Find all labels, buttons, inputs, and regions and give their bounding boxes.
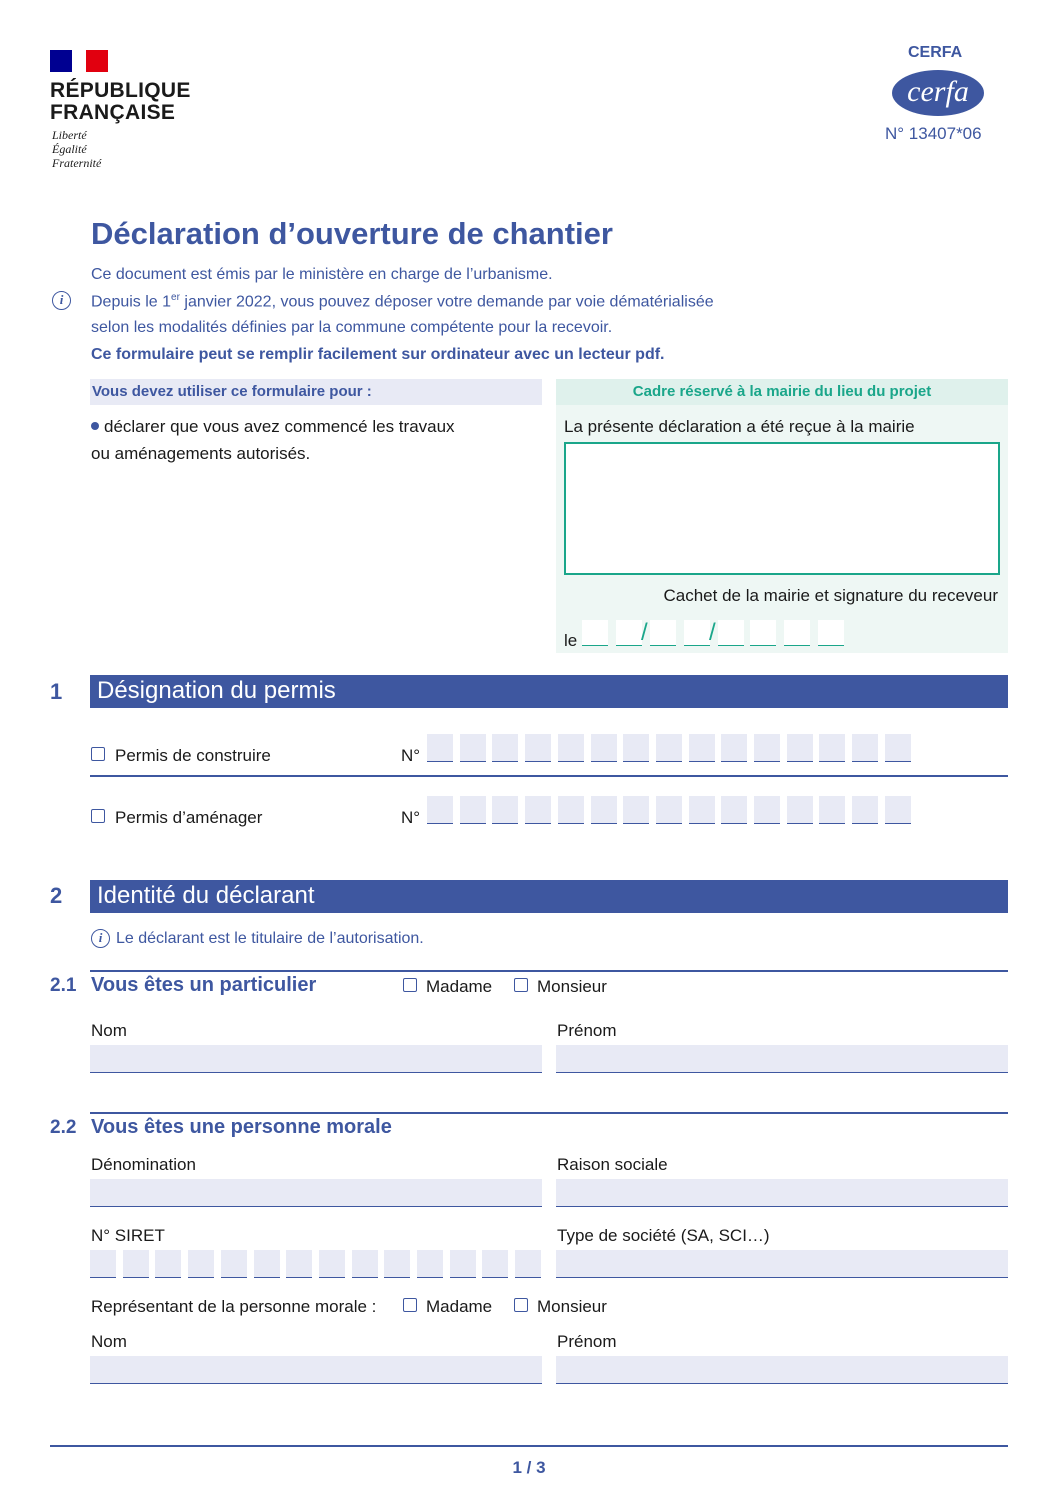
divider xyxy=(90,775,1008,777)
permis-construire-digit[interactable] xyxy=(591,734,617,762)
permis-amenager-checkbox[interactable] xyxy=(91,809,105,823)
section-2-number: 2 xyxy=(50,883,63,908)
section-1-title: Désignation du permis xyxy=(90,675,1008,708)
permis-construire-digit[interactable] xyxy=(754,734,780,762)
intro-line1: Ce document est émis par le ministère en charge de l’urbanisme. xyxy=(91,266,553,283)
permis-amenager-digit[interactable] xyxy=(427,796,453,824)
permis-amenager-digit[interactable] xyxy=(754,796,780,824)
representant-label: Représentant de la personne morale : xyxy=(91,1297,377,1316)
divider xyxy=(90,970,1008,972)
permis-amenager-label: Permis d’aménager xyxy=(115,808,263,827)
siret-digit[interactable] xyxy=(319,1250,345,1278)
siret-digit[interactable] xyxy=(221,1250,247,1278)
permis-construire-digit[interactable] xyxy=(885,734,911,762)
rep-monsieur-label: Monsieur xyxy=(537,1297,607,1316)
siret-digit[interactable] xyxy=(352,1250,378,1278)
monsieur-checkbox[interactable] xyxy=(514,978,528,992)
prenom-input[interactable] xyxy=(556,1045,1008,1073)
permis-amenager-digit[interactable] xyxy=(819,796,845,824)
sub-2-1-number: 2.1 xyxy=(50,975,77,996)
rf-line2: FRANÇAISE xyxy=(50,101,176,124)
permis-amenager-digit[interactable] xyxy=(721,796,747,824)
cerfa-logo: cerfa xyxy=(892,70,984,116)
permis-construire-digit[interactable] xyxy=(623,734,649,762)
permis-construire-digit[interactable] xyxy=(492,734,518,762)
permis-construire-num-label: N° xyxy=(401,746,421,765)
monsieur-label: Monsieur xyxy=(537,977,607,996)
siret-digit[interactable] xyxy=(123,1250,149,1278)
siret-digit[interactable] xyxy=(90,1250,116,1278)
siret-digit[interactable] xyxy=(450,1250,476,1278)
permis-amenager-digit[interactable] xyxy=(558,796,584,824)
date-month-digit[interactable] xyxy=(650,620,676,646)
permis-construire-digit[interactable] xyxy=(787,734,813,762)
permis-construire-label: Permis de construire xyxy=(115,746,271,765)
info-icon: i xyxy=(91,929,110,948)
mairie-box xyxy=(556,379,1008,653)
sub-2-2-title: Vous êtes une personne morale xyxy=(91,1116,392,1138)
nom-input[interactable] xyxy=(90,1045,542,1073)
intro-pdf-note: Ce formulaire peut se remplir facilement sur ordinateur avec un lecteur pdf. xyxy=(91,346,665,363)
permis-amenager-digit[interactable] xyxy=(656,796,682,824)
usage-header: Vous devez utiliser ce formulaire pour : xyxy=(90,379,542,405)
permis-construire-digit[interactable] xyxy=(460,734,486,762)
permis-amenager-digit[interactable] xyxy=(787,796,813,824)
type-societe-input[interactable] xyxy=(556,1250,1008,1278)
siret-digit[interactable] xyxy=(417,1250,443,1278)
date-year-digit[interactable] xyxy=(718,620,744,646)
rep-madame-checkbox[interactable] xyxy=(403,1298,417,1312)
intro-line3: selon les modalités définies par la commune compétente pour la recevoir. xyxy=(91,319,613,336)
date-prefix: le xyxy=(564,631,578,650)
permis-construire-digit[interactable] xyxy=(852,734,878,762)
rep-monsieur-checkbox[interactable] xyxy=(514,1298,528,1312)
permis-construire-digit[interactable] xyxy=(721,734,747,762)
motto-liberte: Liberté xyxy=(52,128,87,142)
bullet-icon xyxy=(91,422,99,430)
permis-amenager-digit[interactable] xyxy=(492,796,518,824)
permis-amenager-digit[interactable] xyxy=(852,796,878,824)
raison-sociale-input[interactable] xyxy=(556,1179,1008,1207)
rf-line1: RÉPUBLIQUE xyxy=(50,79,191,102)
declarant-info: Le déclarant est le titulaire de l’autorisation. xyxy=(116,930,424,947)
prenom-label: Prénom xyxy=(557,1021,617,1040)
permis-construire-digit[interactable] xyxy=(656,734,682,762)
date-separator: / xyxy=(709,619,716,646)
siret-digit[interactable] xyxy=(254,1250,280,1278)
page-number: 1 / 3 xyxy=(512,1458,546,1477)
permis-amenager-digit[interactable] xyxy=(591,796,617,824)
raison-sociale-label: Raison sociale xyxy=(557,1155,668,1174)
siret-digit[interactable] xyxy=(155,1250,181,1278)
permis-construire-digit[interactable] xyxy=(558,734,584,762)
footer-divider xyxy=(50,1445,1008,1447)
siret-digit[interactable] xyxy=(515,1250,541,1278)
motto-egalite: Égalité xyxy=(52,142,87,156)
info-icon: i xyxy=(52,291,71,310)
permis-amenager-digit[interactable] xyxy=(689,796,715,824)
siret-digit[interactable] xyxy=(384,1250,410,1278)
siret-label: N° SIRET xyxy=(91,1226,165,1245)
type-societe-label: Type de société (SA, SCI…) xyxy=(557,1226,770,1245)
nom-label: Nom xyxy=(91,1021,127,1040)
intro-line2: Depuis le 1er janvier 2022, vous pouvez déposer votre demande par voie dématérialisée xyxy=(91,292,714,311)
mairie-received-text: La présente déclaration a été reçue à la mairie xyxy=(564,417,915,436)
date-day-digit[interactable] xyxy=(616,620,642,646)
siret-digit[interactable] xyxy=(482,1250,508,1278)
stamp-area[interactable] xyxy=(564,442,1000,575)
permis-construire-digit[interactable] xyxy=(525,734,551,762)
section-2-title: Identité du déclarant xyxy=(90,880,1008,913)
madame-label: Madame xyxy=(426,977,493,996)
permis-construire-checkbox[interactable] xyxy=(91,747,105,761)
rep-nom-label: Nom xyxy=(91,1332,127,1351)
madame-checkbox[interactable] xyxy=(403,978,417,992)
mairie-header: Cadre réservé à la mairie du lieu du projet xyxy=(556,379,1008,405)
date-year-digit[interactable] xyxy=(750,620,776,646)
permis-amenager-digit[interactable] xyxy=(525,796,551,824)
cerfa-label: CERFA xyxy=(908,44,963,61)
permis-construire-digit[interactable] xyxy=(427,734,453,762)
flag-logo xyxy=(50,50,108,72)
date-year-digit[interactable] xyxy=(784,620,810,646)
denomination-input[interactable] xyxy=(90,1179,542,1207)
permis-amenager-digit[interactable] xyxy=(460,796,486,824)
permis-amenager-num-label: N° xyxy=(401,808,421,827)
siret-digit[interactable] xyxy=(286,1250,312,1278)
date-year-digit[interactable] xyxy=(818,620,844,646)
siret-digit[interactable] xyxy=(188,1250,214,1278)
rep-prenom-label: Prénom xyxy=(557,1332,617,1351)
date-day-digit[interactable] xyxy=(582,620,608,646)
date-separator: / xyxy=(641,619,648,646)
usage-bullet: déclarer que vous avez commencé les travaux xyxy=(91,417,455,437)
permis-amenager-digit[interactable] xyxy=(623,796,649,824)
section-1-number: 1 xyxy=(50,679,63,704)
page-title: Déclaration d’ouverture de chantier xyxy=(91,216,613,251)
sub-2-1-title: Vous êtes un particulier xyxy=(91,974,317,996)
permis-construire-digit[interactable] xyxy=(819,734,845,762)
usage-bullet-cont: ou aménagements autorisés. xyxy=(91,444,311,463)
divider xyxy=(90,1112,1008,1114)
permis-construire-digit[interactable] xyxy=(689,734,715,762)
cerfa-number: N° 13407*06 xyxy=(885,124,982,143)
rep-madame-label: Madame xyxy=(426,1297,493,1316)
sub-2-2-number: 2.2 xyxy=(50,1117,77,1138)
rep-nom-input[interactable] xyxy=(90,1356,542,1384)
stamp-caption: Cachet de la mairie et signature du receveur xyxy=(663,586,998,605)
date-month-digit[interactable] xyxy=(684,620,710,646)
rep-prenom-input[interactable] xyxy=(556,1356,1008,1384)
motto-fraternite: Fraternité xyxy=(52,156,102,170)
permis-amenager-digit[interactable] xyxy=(885,796,911,824)
denomination-label: Dénomination xyxy=(91,1155,196,1174)
